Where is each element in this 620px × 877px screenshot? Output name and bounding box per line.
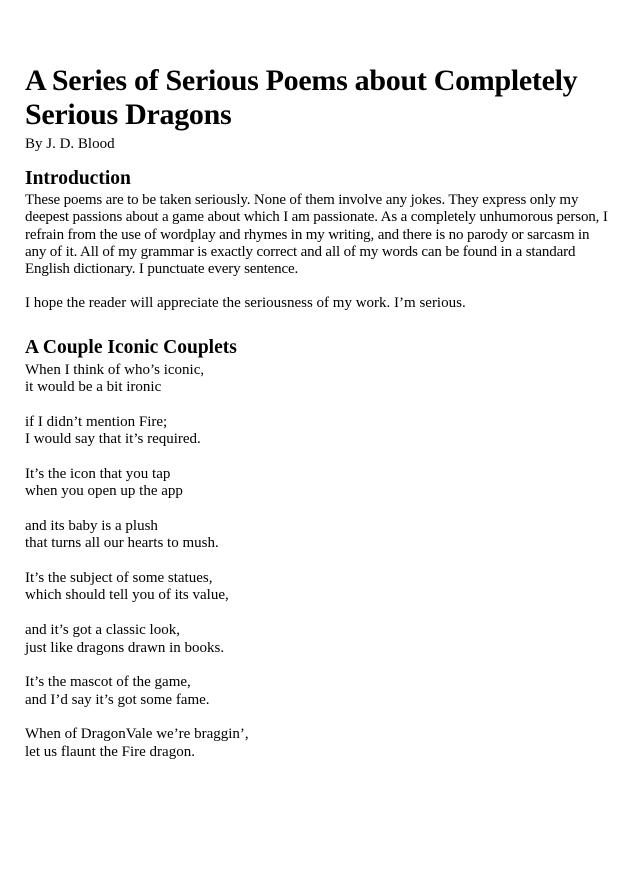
poem-line: which should tell you of its value, [25, 587, 229, 604]
poem-line: it would be a bit ironic [25, 379, 162, 396]
poem-line: It’s the mascot of the game, [25, 674, 191, 691]
byline: By J. D. Blood [25, 136, 115, 152]
poem-line: and it’s got a classic look, [25, 622, 180, 639]
poem-line: if I didn’t mention Fire; [25, 413, 168, 430]
introduction-heading: Introduction [25, 168, 131, 189]
poem-line: that turns all our hearts to mush. [25, 535, 219, 552]
poem-heading: A Couple Iconic Couplets [25, 336, 237, 358]
poem-line: It’s the icon that you tap [25, 465, 171, 482]
couplet [25, 570, 610, 605]
couplet [25, 674, 610, 709]
couplet [25, 622, 610, 657]
couplet [25, 518, 610, 553]
poem-line: When of DragonVale we’re braggin’, [25, 726, 249, 743]
poem-line: just like dragons drawn in books. [25, 639, 225, 656]
poem-line: and I’d say it’s got some fame. [25, 691, 210, 708]
couplet [25, 466, 610, 501]
document-title: A Series of Serious Poems about Completely Serious Dragons [25, 64, 578, 131]
poem-line: It’s the subject of some statues, [25, 570, 213, 587]
couplet [25, 726, 610, 761]
poem-line: When I think of who’s iconic, [25, 361, 205, 378]
poem-line: and its baby is a plush [25, 518, 158, 535]
poem-line: I would say that it’s required. [25, 431, 201, 448]
poem-line: let us flaunt the Fire dragon. [25, 743, 195, 760]
poem-line: when you open up the app [25, 483, 183, 500]
document-page [25, 64, 610, 779]
introduction-paragraph: I hope the reader will appreciate the seriousness of my work. I’m serious. [25, 295, 466, 312]
introduction-paragraph: These poems are to be taken seriously. None of them involve any jokes. They express only my deepest passions about a game about which I am passionate. As a completely unhumorous person, I refrain from the use of wordplay and rhymes in my writing, and there is no parody or sarcasm in any of it. All of my grammar is exactly correct and all of my words can be found in a standard English dictionary. I punctuate every sentence. [25, 192, 608, 278]
poem-body [25, 362, 610, 761]
couplet [25, 414, 610, 449]
couplet [25, 362, 610, 397]
